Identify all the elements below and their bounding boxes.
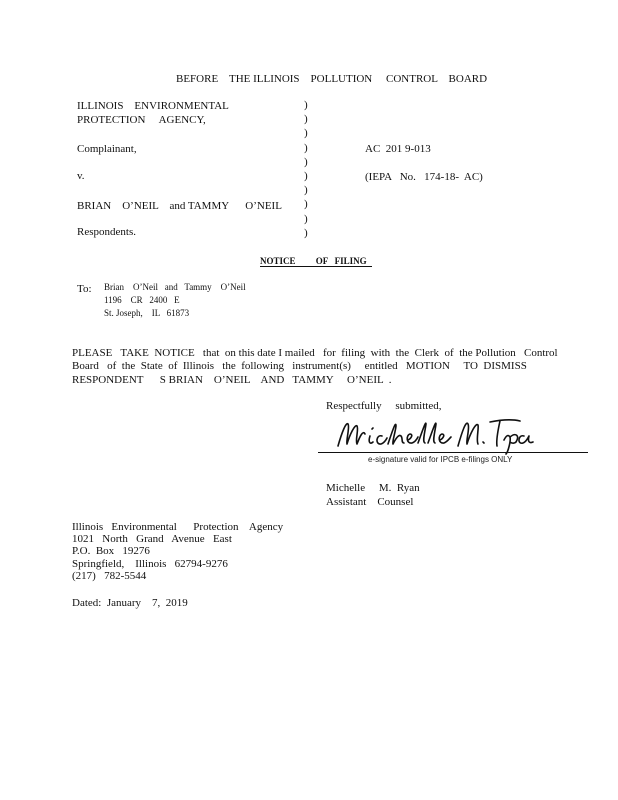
agency-address-line1: Illinois Environmental Protection Agency — [72, 521, 284, 533]
caption-parentheses: ) ) ) ) ) ) ) ) ) ) — [304, 99, 308, 239]
versus-label: v. — [77, 170, 85, 182]
recipient-street: 1196 CR 2400 E — [104, 295, 180, 305]
complainant-role: Complainant, — [77, 143, 137, 155]
respondents-names: BRIAN O’NEIL and TAMMY O’NEIL — [77, 200, 282, 212]
notice-body-line2: Board of the State of Illinois the following instrument(s) entitled MOTION TO DISMISS — [72, 360, 527, 372]
signer-name: Michelle M. Ryan — [326, 482, 420, 494]
board-heading: BEFORE THE ILLINOIS POLLUTION CONTROL BOARD — [176, 73, 488, 85]
to-label: To: — [77, 283, 92, 295]
iepa-number: (IEPA No. 174-18- AC) — [365, 171, 483, 183]
case-number: AC 201 9-013 — [365, 143, 431, 155]
closing-phrase: Respectfully submitted, — [326, 400, 442, 412]
agency-address-line4: Springfield, Illinois 62794-9276 — [72, 558, 228, 570]
e-signature-note: e-signature valid for IPCB e-filings ONLY — [368, 455, 513, 464]
complainant-name-line1: ILLINOIS ENVIRONMENTAL — [77, 100, 229, 112]
date-line: Dated: January 7, 2019 — [72, 597, 188, 609]
signer-title: Assistant Counsel — [326, 496, 414, 508]
notice-of-filing-title: NOTICE OF FILING — [260, 256, 372, 267]
agency-phone: (217) 782-5544 — [72, 570, 147, 582]
notice-body-line3: RESPONDENT S BRIAN O’NEIL AND TAMMY O’NEIL . — [72, 374, 392, 386]
handwritten-signature — [330, 412, 540, 456]
notice-body-line1: PLEASE TAKE NOTICE that on this date I mailed for filing with the Clerk of the Pollution Control — [72, 347, 558, 359]
signature-line — [318, 452, 588, 453]
recipient-names: Brian O’Neil and Tammy O’Neil — [104, 282, 246, 292]
respondents-role: Respondents. — [77, 226, 136, 238]
complainant-name-line2: PROTECTION AGENCY, — [77, 114, 206, 126]
agency-address-line2: 1021 North Grand Avenue East — [72, 533, 232, 545]
agency-address-line3: P.O. Box 19276 — [72, 545, 150, 557]
recipient-city: St. Joseph, IL 61873 — [104, 308, 190, 318]
